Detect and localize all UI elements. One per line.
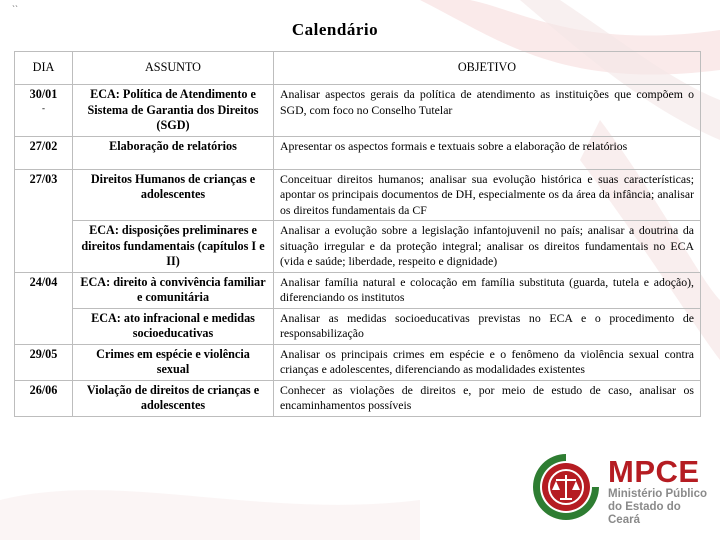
logo-acronym: MPCE xyxy=(608,454,700,489)
day-cell: 27/03 xyxy=(15,169,73,272)
day-cell xyxy=(15,85,73,137)
objective-cell: Analisar as medidas socioeducativas previstas no ECA e o procedimento de responsabilização xyxy=(274,308,701,344)
subject-cell: ECA: ato infracional e medidas socioeducativas xyxy=(73,308,274,344)
objective-cell: Analisar família natural e colocação em família substituta (guarda, tutela e adoção), diferenciando os institutos xyxy=(274,272,701,308)
objective-cell: Analisar aspectos gerais da política de atendimento as instituições que compõem o SGD, com foco no Conselho Tutelar xyxy=(274,85,701,137)
header-assunto: ASSUNTO xyxy=(73,52,274,85)
justice-scale-icon xyxy=(528,452,604,522)
mpce-logo xyxy=(528,452,708,526)
subject-cell: ECA: disposições preliminares e direitos fundamentais (capítulos I e II) xyxy=(73,221,274,273)
page-title: Calendário xyxy=(291,20,379,39)
day-cell: 27/02 xyxy=(15,136,73,169)
subject-cell: Elaboração de relatórios xyxy=(73,136,274,169)
day-subnote: - xyxy=(42,102,45,113)
calendar-table xyxy=(14,51,701,417)
objective-cell: Apresentar os aspectos formais e textuais sobre a elaboração de relatórios xyxy=(274,136,701,169)
table-row xyxy=(15,308,701,344)
table-row xyxy=(15,136,701,169)
table-row xyxy=(15,272,701,308)
subject-cell: Crimes em espécie e violência sexual xyxy=(73,344,274,380)
objective-cell: Analisar os principais crimes em espécie e o fenômeno da violência sexual contra crianças e adolescentes, diferenciando as modalidades existentes xyxy=(274,344,701,380)
table-header-row xyxy=(15,52,701,85)
subject-cell: ECA: direito à convivência familiar e comunitária xyxy=(73,272,274,308)
table-row xyxy=(15,221,701,273)
subject-cell: Violação de direitos de crianças e adolescentes xyxy=(73,380,274,416)
header-objetivo: OBJETIVO xyxy=(274,52,701,85)
table-row xyxy=(15,344,701,380)
corner-mark: `` xyxy=(12,4,18,14)
day-cell: 26/06 xyxy=(15,380,73,416)
objective-cell: Conhecer as violações de direitos e, por meio de estudo de caso, analisar os encaminhamentos possíveis xyxy=(274,380,701,416)
objective-cell: Analisar a evolução sobre a legislação infantojuvenil no país; analisar a doutrina da situação irregular e da proteção integral; analisar os direitos fundamentais no ECA (vida e saúde; liberdade, respeito e dignidade) xyxy=(274,221,701,273)
table-row xyxy=(15,85,701,137)
header-dia: DIA xyxy=(15,52,73,85)
day-cell: 24/04 xyxy=(15,272,73,344)
table-row xyxy=(15,169,701,221)
logo-line-2: do Estado do Ceará xyxy=(608,501,681,526)
day-cell: 29/05 xyxy=(15,344,73,380)
day-value: 30/01 xyxy=(29,87,58,101)
objective-cell: Conceituar direitos humanos; analisar sua evolução histórica e suas características; apontar os principais documentos de DH, especialmente os da área da infância; analisar os direitos fundamentais da CF xyxy=(274,169,701,221)
subject-cell: Direitos Humanos de crianças e adolescentes xyxy=(73,169,274,221)
table-row xyxy=(15,380,701,416)
subject-cell: ECA: Política de Atendimento e Sistema de Garantia dos Direitos (SGD) xyxy=(73,85,274,137)
logo-line-1: Ministério Público xyxy=(608,488,708,500)
